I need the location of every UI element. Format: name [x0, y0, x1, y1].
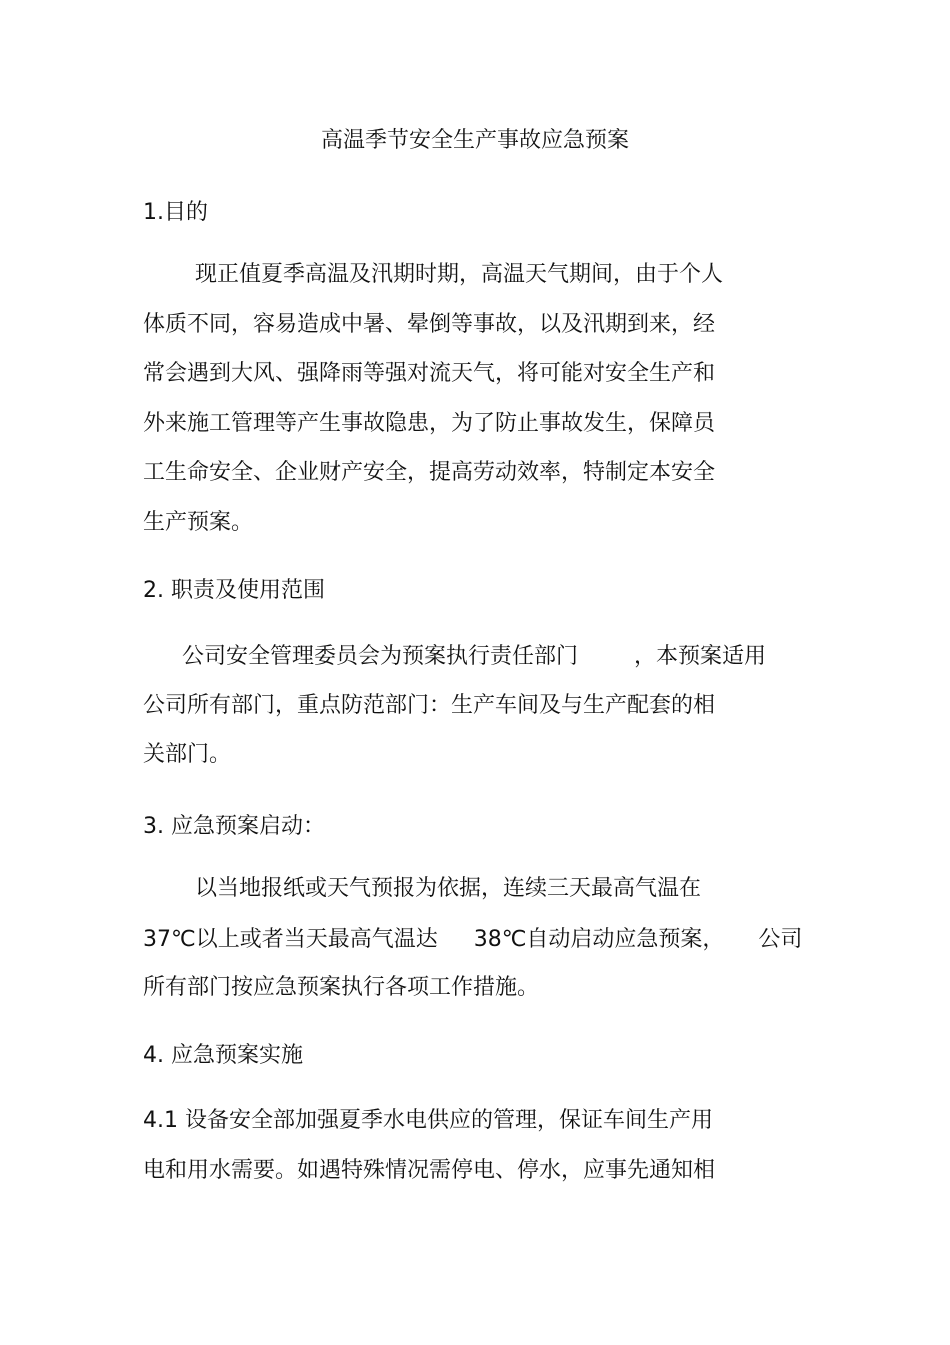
document-title: 高温季节安全生产事故应急预案 [320, 128, 629, 153]
section-2-line-1-part-a: 公司安全管理委员会为预案执行责任部门 [182, 644, 579, 669]
section-3-line-2 [143, 923, 802, 957]
section-1-line-5: 工生命安全、企业财产安全，提高劳动效率，特制定本安全 [143, 460, 716, 485]
section-1-line-4: 外来施工管理等产生事故隐患，为了防止事故发生，保障员 [143, 411, 716, 436]
section-3-line-1: 以当地报纸或天气预报为依据，连续三天最高气温在 [195, 876, 702, 901]
section-3-line-2-part-a: 37℃以上或者当天最高气温达 [143, 927, 438, 952]
section-4-heading: 4. 应急预案实施 [143, 1043, 303, 1068]
section-4-line-1: 4.1 设备安全部加强夏季水电供应的管理，保证车间生产用 [143, 1108, 713, 1133]
section-2-line-3: 关部门。 [143, 742, 232, 767]
section-2-line-1 [182, 640, 766, 674]
section-3-line-2-part-b: 38℃自动启动应急预案， [473, 927, 725, 952]
section-2-line-1-part-b: ，本预案适用 [634, 644, 767, 669]
section-1-line-3: 常会遇到大风、强降雨等强对流天气，将可能对安全生产和 [143, 361, 716, 386]
section-2-line-2: 公司所有部门，重点防范部门：生产车间及与生产配套的相 [143, 693, 716, 718]
section-1-heading: 1.目的 [143, 200, 208, 225]
section-1-line-6: 生产预案。 [143, 510, 254, 535]
section-2-heading: 2. 职责及使用范围 [143, 578, 325, 603]
section-3-line-3: 所有部门按应急预案执行各项工作措施。 [143, 975, 540, 1000]
section-3-heading: 3. 应急预案启动： [143, 814, 325, 839]
section-1-line-2: 体质不同，容易造成中暑、晕倒等事故，以及汛期到来，经 [143, 312, 716, 337]
section-1-line-1: 现正值夏季高温及汛期时期，高温天气期间，由于个人 [195, 262, 724, 287]
section-3-line-2-part-c: 公司 [758, 927, 803, 952]
section-4-line-2: 电和用水需要。如遇特殊情况需停电、停水，应事先通知相 [143, 1158, 716, 1183]
